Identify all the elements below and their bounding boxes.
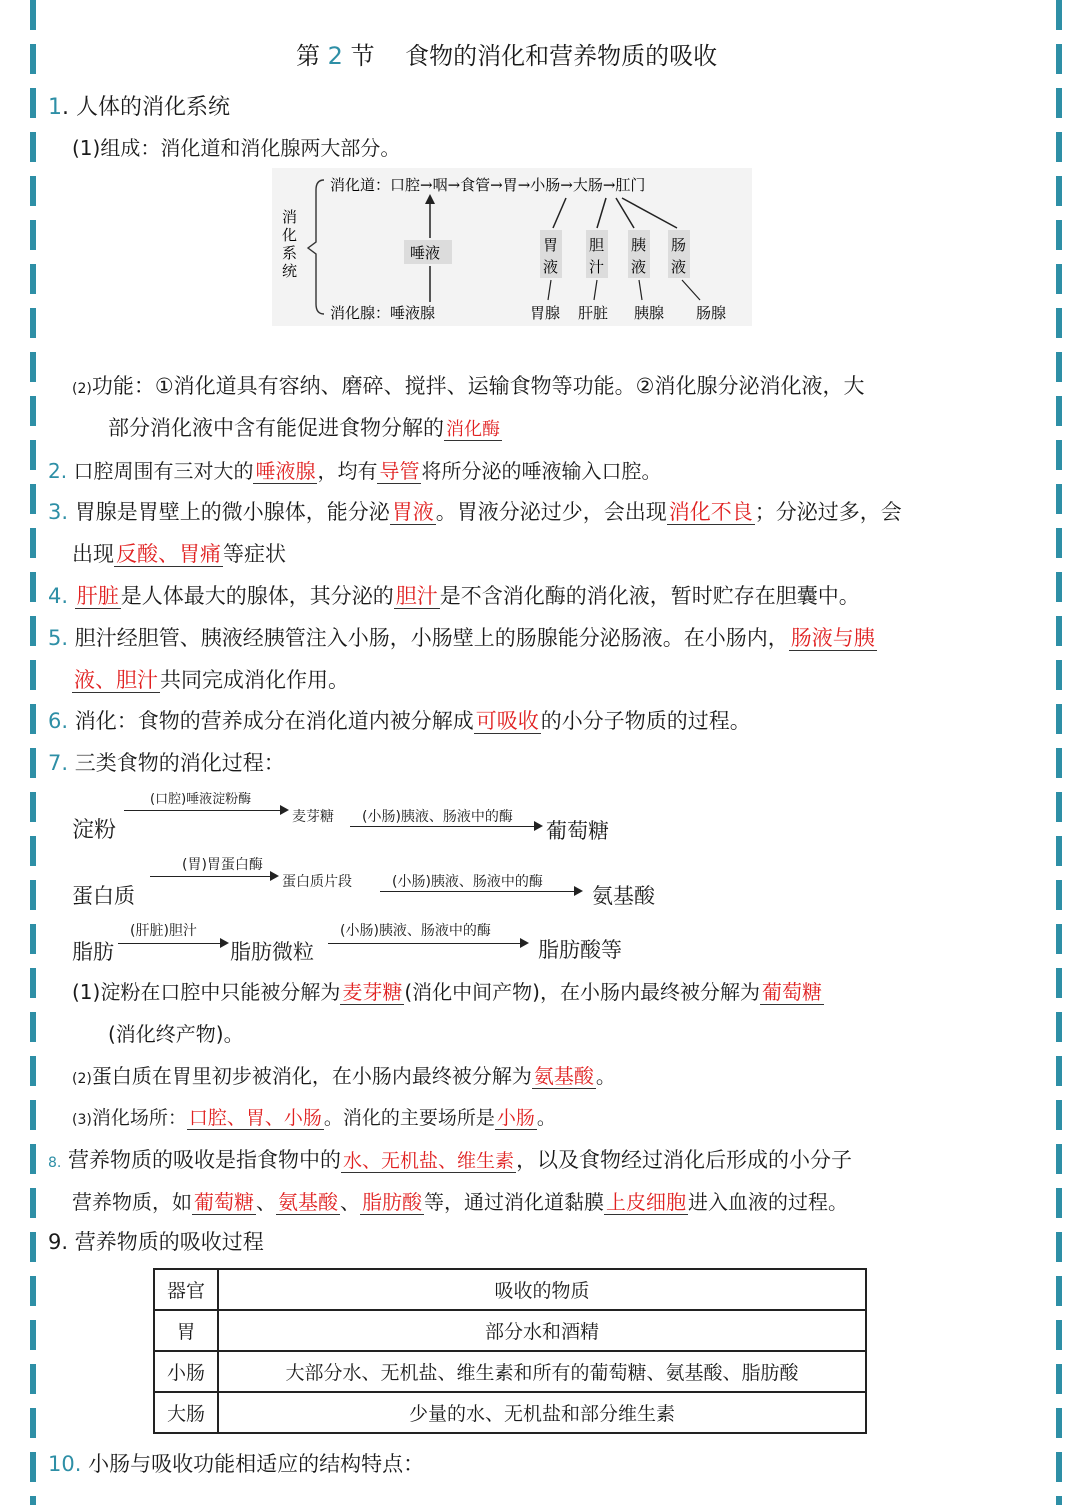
digestive-system-diagram: [272, 168, 752, 326]
juice-char: 胰: [631, 236, 647, 254]
answer-blank: 消化不良: [668, 500, 753, 524]
system-char: 统: [282, 262, 298, 280]
table-cell-substances: 大部分水、无机盐、维生素和所有的葡萄糖、氨基酸、脂肪酸: [218, 1351, 866, 1392]
starch-enzyme: (口腔)唾液淀粉酶: [150, 792, 252, 807]
answer-blank: 上皮细胞: [606, 1190, 686, 1214]
maltose-arrow: [350, 826, 536, 827]
answer-blank: 肠液与胰: [790, 626, 875, 650]
table-cell-organ: 胃: [154, 1310, 218, 1351]
digestive-glands-row: 消化腺：唾液腺: [330, 304, 436, 322]
system-char: 化: [282, 226, 298, 244]
answer-blank: 液、胆汁: [74, 668, 158, 692]
juice-char: 液: [543, 258, 559, 276]
table-row: [154, 1310, 866, 1351]
answer-blank: 胆汁: [395, 584, 438, 608]
section-4: 4. 肝脏是人体最大的腺体，其分泌的胆汁是不含消化酶的消化液，暂时贮存在胆囊中。: [48, 584, 860, 608]
answer-blank: 导管: [379, 459, 420, 483]
section-7-1-line1: (1)淀粉在口腔中只能被分解为 麦芽糖 (消化中间产物)，在小肠内最终被分解为 葡萄糖: [72, 980, 822, 1004]
left-border: [30, 0, 36, 1505]
answer-blank: 小肠: [496, 1107, 535, 1129]
section-5-line2: 液、胆汁共同完成消化作用。: [74, 668, 349, 692]
protein-arrow: [150, 876, 272, 877]
section-8-line2: 营养物质，如 葡萄糖 、 氨基酸 、 脂肪酸 等，通过消化道黏膜 上皮细胞 进入血液的过程。: [72, 1190, 848, 1214]
system-char: 系: [282, 244, 298, 262]
gland-name: 肠腺: [696, 304, 727, 322]
answer-blank: 消化酶: [446, 419, 500, 440]
arrowhead: [270, 871, 279, 881]
juice-char: 肠: [671, 236, 687, 254]
amino-acid-label: 氨基酸: [592, 884, 655, 908]
fat-particle-label: 脂肪微粒: [230, 940, 314, 964]
section-6: 6. 消化：食物的营养成分在消化道内被分解成可吸收的小分子物质的过程。: [48, 709, 751, 733]
section-7-2: (2)蛋白质在胃里初步被消化，在小肠内最终被分解为 氨基酸 。: [72, 1064, 616, 1088]
right-border: [1056, 0, 1062, 1505]
table-header-row: [154, 1269, 866, 1310]
protein-fragment-label: 蛋白质片段: [282, 874, 352, 890]
juice-char: 液: [631, 258, 647, 276]
glucose-label: 葡萄糖: [546, 819, 609, 843]
juice-char: 胆: [589, 236, 605, 254]
table-cell-substances: 少量的水、无机盐和部分维生素: [218, 1392, 866, 1433]
table-header-cell: 器官: [154, 1269, 218, 1310]
table-cell-organ: 小肠: [154, 1351, 218, 1392]
table-row: [154, 1351, 866, 1392]
answer-blank: 可吸收: [475, 709, 539, 733]
answer-blank: 胃液: [391, 500, 434, 524]
protein-enzyme-2: (小肠)胰液、肠液中的酶: [392, 874, 543, 890]
answer-blank: 口腔、胃、小肠: [188, 1107, 322, 1129]
page-title: 第 2 节 食物的消化和营养物质的吸收: [296, 42, 718, 70]
gland-name: 胰腺: [634, 304, 665, 322]
section-9: 9. 营养物质的吸收过程: [48, 1230, 264, 1254]
juice-char: 液: [671, 258, 687, 276]
starch-label: 淀粉: [72, 818, 117, 843]
arrowhead: [574, 886, 583, 896]
system-char: 消: [282, 208, 298, 226]
section-8-line1: 8. 营养物质的吸收是指食物中的 水、无机盐、维生素，以及食物经过消化后形成的小分子: [48, 1148, 853, 1172]
table-cell-substances: 部分水和酒精: [218, 1310, 866, 1351]
section-3-line2: 出现反酸、胃痛等症状: [72, 542, 286, 566]
protein-label: 蛋白质: [72, 884, 135, 908]
section-1-1: (1)组成：消化道和消化腺两大部分。: [72, 136, 401, 160]
fat-label: 脂肪: [72, 940, 114, 964]
section-7-3: (3)消化场所： 口腔、胃、小肠 。消化的主要场所是 小肠 。: [72, 1107, 556, 1129]
section-7: 7. 三类食物的消化过程：: [48, 751, 285, 775]
fat-particle-arrow: [328, 943, 522, 944]
gland-name: 肝脏: [578, 304, 609, 322]
answer-blank: 脂肪酸: [362, 1190, 422, 1214]
fat-enzyme: (肝脏)胆汁: [130, 923, 197, 939]
fragment-arrow: [380, 891, 576, 892]
gland-name: 胃腺: [530, 304, 561, 322]
digestive-tract-row: 消化道：口腔→咽→食管→胃→小肠→大肠→肛门: [330, 176, 646, 194]
answer-blank: 氨基酸: [278, 1190, 338, 1214]
juice-char: 汁: [589, 258, 605, 276]
table-row: [154, 1392, 866, 1433]
maltose-label: 麦芽糖: [292, 809, 334, 825]
answer-blank: 反酸、胃痛: [116, 542, 221, 566]
answer-blank: 葡萄糖: [194, 1190, 254, 1214]
fat-enzyme-2: (小肠)胰液、肠液中的酶: [340, 923, 491, 939]
answer-blank: 麦芽糖: [342, 980, 403, 1004]
section-5-line1: 5. 胆汁经胆管、胰液经胰管注入小肠，小肠壁上的肠腺能分泌肠液。在小肠内，肠液与胰: [48, 626, 875, 650]
answer-blank: 葡萄糖: [761, 980, 822, 1004]
section-1-2-line1: (2)功能：①消化道具有容纳、磨碎、搅拌、运输食物等功能。②消化腺分泌消化液，大: [72, 374, 865, 398]
starch-enzyme-2: (小肠)胰液、肠液中的酶: [362, 809, 513, 825]
section-2: 2. 口腔周围有三对大的 唾液腺 ，均有 导管 将所分泌的唾液输入口腔。: [48, 459, 662, 483]
arrowhead: [520, 938, 529, 948]
starch-arrow: [124, 810, 282, 811]
answer-blank: 肝脏: [76, 584, 119, 608]
answer-blank: 唾液腺: [255, 459, 316, 483]
juice-char: 胃: [543, 236, 559, 254]
section-3-line1: 3. 胃腺是胃壁上的微小腺体，能分泌胃液。胃液分泌过少，会出现消化不良；分泌过多，会: [48, 500, 902, 524]
arrowhead: [534, 821, 543, 831]
fat-arrow: [118, 943, 222, 944]
arrowhead: [220, 938, 229, 948]
section-10: 10. 小肠与吸收功能相适应的结构特点：: [48, 1452, 425, 1476]
answer-blank: 氨基酸: [533, 1064, 594, 1088]
section-7-1-line2: (消化终产物)。: [108, 1022, 244, 1046]
absorption-table: [153, 1268, 867, 1434]
table-header-cell: 吸收的物质: [218, 1269, 866, 1310]
protein-enzyme: (胃)胃蛋白酶: [182, 857, 263, 873]
saliva-label: 唾液: [410, 244, 441, 262]
section-1-heading: 1. 人体的消化系统: [48, 95, 231, 120]
section-1-2-line2: 部分消化液中含有能促进食物分解的 消化酶: [108, 416, 500, 440]
answer-blank: 水、无机盐、维生素: [343, 1150, 515, 1172]
arrowhead: [280, 805, 289, 815]
table-cell-organ: 大肠: [154, 1392, 218, 1433]
fatty-acid-label: 脂肪酸等: [538, 938, 622, 962]
